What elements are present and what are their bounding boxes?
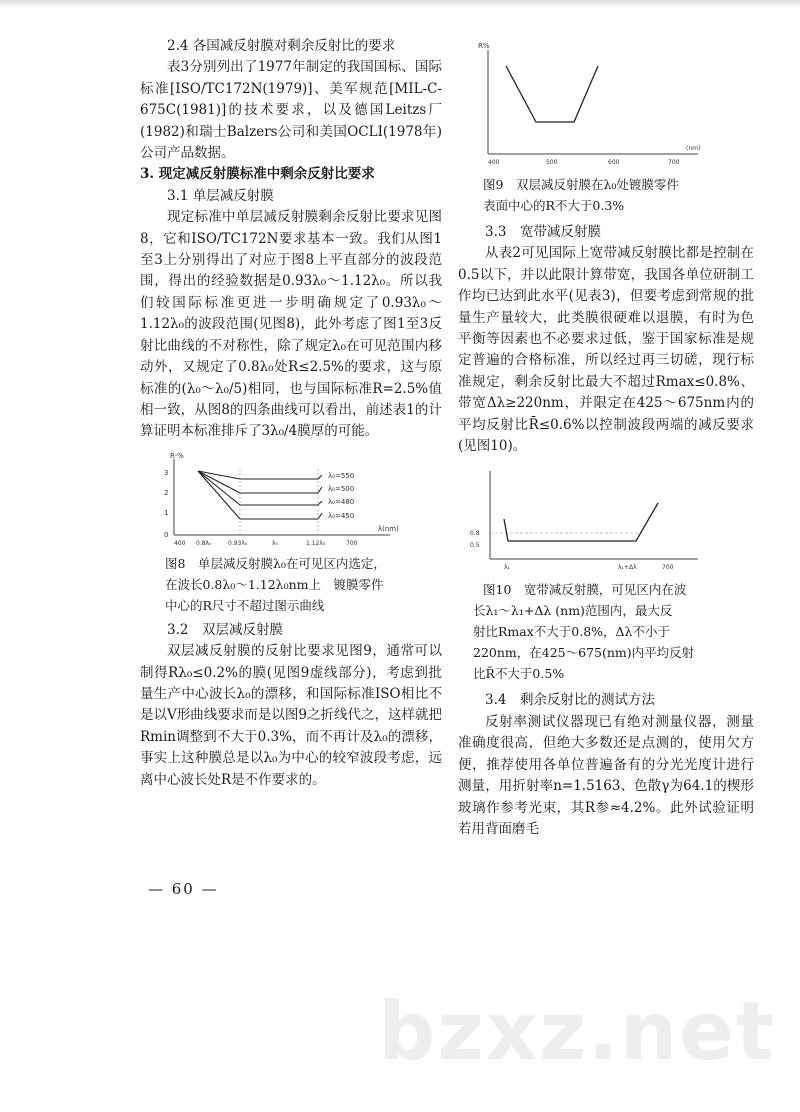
fig8-x-tick-08: 0.8λ₀ <box>196 539 212 547</box>
fig10-x-tick-l1: λ₁ <box>504 564 510 572</box>
figure-10-caption-line-3: 射比Rmax不大于0.8%，Δλ不小于 <box>473 624 670 640</box>
section-3-2-heading: 3.2 双层减反射膜 <box>167 621 283 638</box>
figure-10-caption-line-1: 图10 宽带减反射膜，可见区内在波 <box>483 582 687 598</box>
right-column <box>458 36 754 840</box>
fig8-y-tick-2: 2 <box>164 488 169 497</box>
section-2-4-heading: 2.4 各国减反射膜对剩余反射比的要求 <box>167 38 396 54</box>
fig8-x-tick-093: 0.93λ₀ <box>228 539 248 547</box>
fig8-y-axis-label: R-% <box>170 451 184 460</box>
fig10-y-tick-08: 0.8 <box>470 530 480 538</box>
page-number: — 60 — <box>148 880 219 898</box>
fig10-x-tick-l1-dl: λ₁+Δλ <box>618 564 637 572</box>
figure-10-caption-line-2: 长λ₁～λ₁+Δλ (nm)范围内，最大反 <box>473 603 673 619</box>
watermark: bzxz.net <box>378 985 776 1078</box>
fig10-y-tick-05: 0.5 <box>470 542 480 550</box>
fig8-curve-label-3: λ₀=480 <box>328 497 355 506</box>
fig8-x-tick-700: 700 <box>346 539 358 547</box>
fig9-y-axis-label: R% <box>478 42 490 50</box>
fig8-curve-label-2: λ₀=500 <box>328 484 355 493</box>
fig8-curve-1 <box>198 471 322 479</box>
figure-10-chart <box>458 463 738 575</box>
fig8-curve-3 <box>198 471 322 505</box>
fig9-x-tick-500: 500 <box>546 159 558 166</box>
section-3-1-heading: 3.1 单层减反射膜 <box>167 187 274 204</box>
figure-9-caption-line-1: 图9 双层减反射膜在λ₀处镀膜零件 <box>483 177 679 192</box>
section-3-4-heading: 3.4 剩余反射比的测试方法 <box>485 692 655 709</box>
section-3-2-paragraph: 双层减反射膜的反射比要求见图9，通常可以制得Rλ₀≤0.2%的膜(见图9虚线部分)，考虑到批量生产中心波长λ₀的漂移，和国际标准ISO相比不是以V形曲线要求而是以图9之折线代之，这样就把Rmin调整到不大于0.3%，而不再计及λ₀的漂移，事实上这种膜总是以λ₀为中心的较窄波段考虑，远离中心波长处R是不作要求的。 <box>140 643 442 788</box>
fig8-x-tick-400: 400 <box>174 539 186 547</box>
section-3-3-paragraph: 从表2可见国际上宽带减反射膜比都是控制在0.5以下，并以此限计算带宽，我国各单位研制工作均已达到此水平(见表3)，但要考虑到常规的批量生产量较大，此类膜很硬难以退膜，有时为色平衡等因素也不必要求过低，鉴于国家标准是规定普遍的合格标准，所以经过再三切磋，现行标准规定，剩余反射比最大不超过Rmax≤0.8%、带宽Δλ≥220nm，并限定在425～675nm内的平均反射比R̄≤0.6%以控制波段两端的减反要求(见图10)。 <box>458 245 754 455</box>
section-3-3-heading: 3.3 宽带减反射膜 <box>485 224 601 240</box>
figure-10-caption-line-5: 比R̄不大于0.5% <box>473 666 565 682</box>
section-3-heading: 3. 现定减反射膜标准中剩余反射比要求 <box>140 166 375 183</box>
fig9-x-tick-700: 700 <box>668 159 680 166</box>
section-3-4-paragraph: 反射率测试仪器现已有绝对测量仪器，测量准确度很高，但绝大多数还是点测的，使用欠方便，推荐使用各单位普遍备有的分光光度计进行测量，用折射率n=1.5163、色散γ为64.1的楔形玻璃作参考光束，其R参≈4.2%。此外试验证明若用背面磨毛 <box>458 713 754 837</box>
fig9-x-unit: (nm) <box>686 145 701 152</box>
section-3-1-paragraph: 现定标准中单层减反射膜剩余反射比要求见图8，它和ISO/TC172N要求基本一致。我们从图1至3上分别得出了对应于图8上平直部分的波段范围，得出的经验数据是0.93λ₀～1.12λ₀。所以我们较国际标准更进一步明确规定了0.93λ₀～1.12λ₀的波段范围(见图8)，此外考虑了图1至3反射比曲线的不对称性，除了规定λ₀在可见范围内移动外，又规定了0.8λ₀处R≤2.5%的要求，这与原标准的(λ₀～λ₀/5)相同，也与国际标准R=2.5%值相一致，从图8的四条曲线可以看出，前述表1的计算证明本标准排斥了3λ₀/4膜厚的可能。 <box>140 209 442 440</box>
fig10-curve <box>504 503 658 541</box>
fig8-x-tick-112: 1.12λ₀ <box>306 539 326 547</box>
fig8-y-tick-0: 0 <box>164 530 169 539</box>
section-2-4-paragraph: 表3分别列出了1977年制定的我国国标、国际标准[ISO/TC172N(1979)]、美军规范[MIL-C-675C(1981)]的技术要求，以及德国Leitzs厂(1982)和瑞士Balzers公司和美国OCLI(1978年)公司产品数据。 <box>140 59 442 162</box>
figure-8-caption-line-3: 中心的R尺寸不超过图示曲线 <box>165 597 325 613</box>
fig10-x-tick-700: 700 <box>662 564 674 572</box>
fig8-y-tick-3: 3 <box>164 468 169 477</box>
figure-9-chart <box>458 36 738 170</box>
fig8-x-tick-l0: λ₀ <box>272 539 278 547</box>
figure-9-caption-line-2: 表面中心的R不大于0.3% <box>483 198 625 213</box>
fig9-x-tick-600: 600 <box>608 159 620 166</box>
left-column <box>140 36 442 791</box>
page-top-edge <box>0 0 800 8</box>
figure-10-caption-line-4: 220nm，在425～675(nm)内平均反射 <box>473 645 695 661</box>
fig8-x-axis-label: λ(nm) <box>378 524 399 533</box>
figure-8-caption-line-1: 图8 单层减反射膜λ₀在可见区内选定， <box>165 555 386 571</box>
figure-8-chart <box>140 449 430 549</box>
fig8-y-tick-1: 1 <box>164 508 169 517</box>
fig9-x-tick-400: 400 <box>488 159 500 166</box>
fig8-curve-label-1: λ₀=550 <box>328 471 355 480</box>
fig9-curve <box>506 66 598 122</box>
fig8-curve-label-4: λ₀=450 <box>328 511 355 520</box>
figure-8-caption-line-2: 在波长0.8λ₀～1.12λ₀nm上 镀膜零件 <box>165 576 384 592</box>
fig8-curve-4 <box>198 471 322 519</box>
